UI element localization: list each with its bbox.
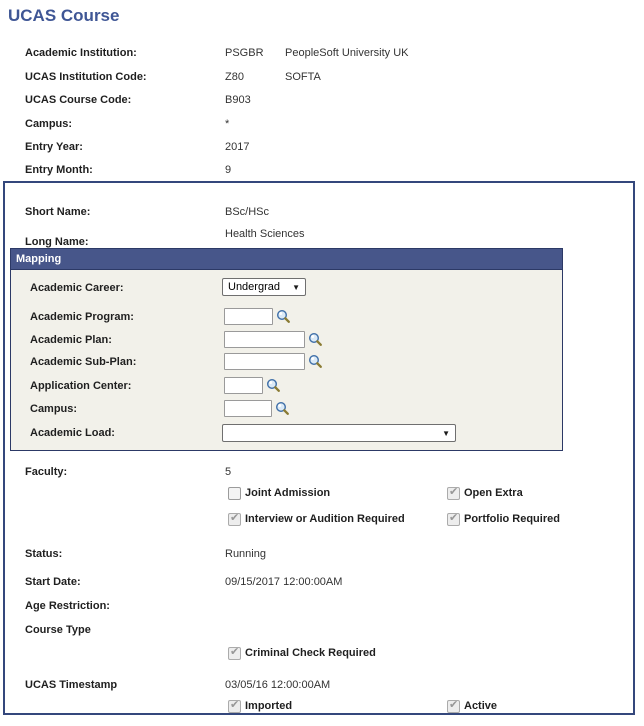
academic-institution-desc: PeopleSoft University UK bbox=[285, 47, 409, 59]
criminal-check-checkbox[interactable] bbox=[228, 647, 241, 660]
start-date-value: 09/15/2017 12:00:00AM bbox=[225, 576, 343, 588]
application-center-label: Application Center: bbox=[30, 380, 132, 392]
application-center-lookup-icon[interactable] bbox=[266, 378, 281, 393]
academic-sub-plan-input[interactable] bbox=[224, 353, 305, 370]
status-label: Status: bbox=[25, 548, 63, 560]
ucas-institution-code-value: Z80 bbox=[225, 71, 244, 83]
entry-year-label: Entry Year: bbox=[25, 141, 83, 153]
open-extra-label: Open Extra bbox=[464, 487, 523, 499]
short-name-value: BSc/HSc bbox=[225, 206, 270, 218]
portfolio-required-label: Portfolio Required bbox=[464, 513, 560, 525]
mapping-campus-label: Campus: bbox=[30, 403, 78, 415]
academic-institution-code: PSGBR bbox=[225, 47, 264, 59]
ucas-institution-code-label: UCAS Institution Code: bbox=[25, 71, 147, 83]
academic-sub-plan-label: Academic Sub-Plan: bbox=[30, 356, 137, 368]
joint-admission-checkbox[interactable] bbox=[228, 487, 241, 500]
joint-admission-label: Joint Admission bbox=[245, 487, 331, 499]
academic-plan-label: Academic Plan: bbox=[30, 334, 112, 346]
age-restriction-label: Age Restriction: bbox=[25, 600, 110, 612]
active-label: Active bbox=[464, 700, 498, 712]
course-type-label: Course Type bbox=[25, 624, 91, 636]
page-title: UCAS Course bbox=[8, 6, 120, 25]
criminal-check-label: Criminal Check Required bbox=[245, 647, 376, 659]
chevron-down-icon: ▼ bbox=[442, 428, 450, 438]
academic-sub-plan-lookup-icon[interactable] bbox=[308, 354, 323, 369]
interview-required-checkbox[interactable] bbox=[228, 513, 241, 526]
imported-label: Imported bbox=[245, 700, 293, 712]
academic-career-selected-value: Undergrad bbox=[228, 281, 280, 293]
academic-plan-lookup-icon[interactable] bbox=[308, 332, 323, 347]
academic-load-select[interactable] bbox=[222, 424, 456, 442]
academic-career-label: Academic Career: bbox=[30, 282, 124, 294]
portfolio-required-checkbox[interactable] bbox=[447, 513, 460, 526]
entry-month-label: Entry Month: bbox=[25, 164, 93, 176]
mapping-section-title: Mapping bbox=[16, 253, 62, 265]
faculty-label: Faculty: bbox=[25, 466, 68, 478]
interview-required-label: Interview or Audition Required bbox=[245, 513, 405, 525]
long-name-value: Health Sciences bbox=[225, 228, 305, 240]
academic-program-lookup-icon[interactable] bbox=[276, 309, 291, 324]
active-checkbox[interactable] bbox=[447, 700, 460, 713]
campus-value: * bbox=[225, 118, 230, 130]
academic-plan-input[interactable] bbox=[224, 331, 305, 348]
imported-checkbox[interactable] bbox=[228, 700, 241, 713]
ucas-course-code-label: UCAS Course Code: bbox=[25, 94, 132, 106]
entry-month-value: 9 bbox=[225, 164, 232, 176]
ucas-timestamp-label: UCAS Timestamp bbox=[25, 679, 118, 691]
mapping-section-header bbox=[11, 249, 562, 270]
application-center-input[interactable] bbox=[224, 377, 263, 394]
academic-institution-label: Academic Institution: bbox=[25, 47, 137, 59]
academic-career-select[interactable] bbox=[222, 278, 306, 296]
mapping-campus-input[interactable] bbox=[224, 400, 272, 417]
ucas-course-code-value: B903 bbox=[225, 94, 251, 106]
short-name-label: Short Name: bbox=[25, 206, 91, 218]
academic-program-input[interactable] bbox=[224, 308, 273, 325]
academic-program-label: Academic Program: bbox=[30, 311, 134, 323]
academic-load-label: Academic Load: bbox=[30, 427, 115, 439]
long-name-label: Long Name: bbox=[25, 236, 89, 248]
ucas-institution-code-desc: SOFTA bbox=[285, 71, 321, 83]
mapping-campus-lookup-icon[interactable] bbox=[275, 401, 290, 416]
campus-label: Campus: bbox=[25, 118, 73, 130]
faculty-value: 5 bbox=[225, 466, 232, 478]
entry-year-value: 2017 bbox=[225, 141, 250, 153]
ucas-timestamp-value: 03/05/16 12:00:00AM bbox=[225, 679, 331, 691]
status-value: Running bbox=[225, 548, 266, 560]
open-extra-checkbox[interactable] bbox=[447, 487, 460, 500]
chevron-down-icon: ▼ bbox=[292, 282, 300, 292]
start-date-label: Start Date: bbox=[25, 576, 81, 588]
